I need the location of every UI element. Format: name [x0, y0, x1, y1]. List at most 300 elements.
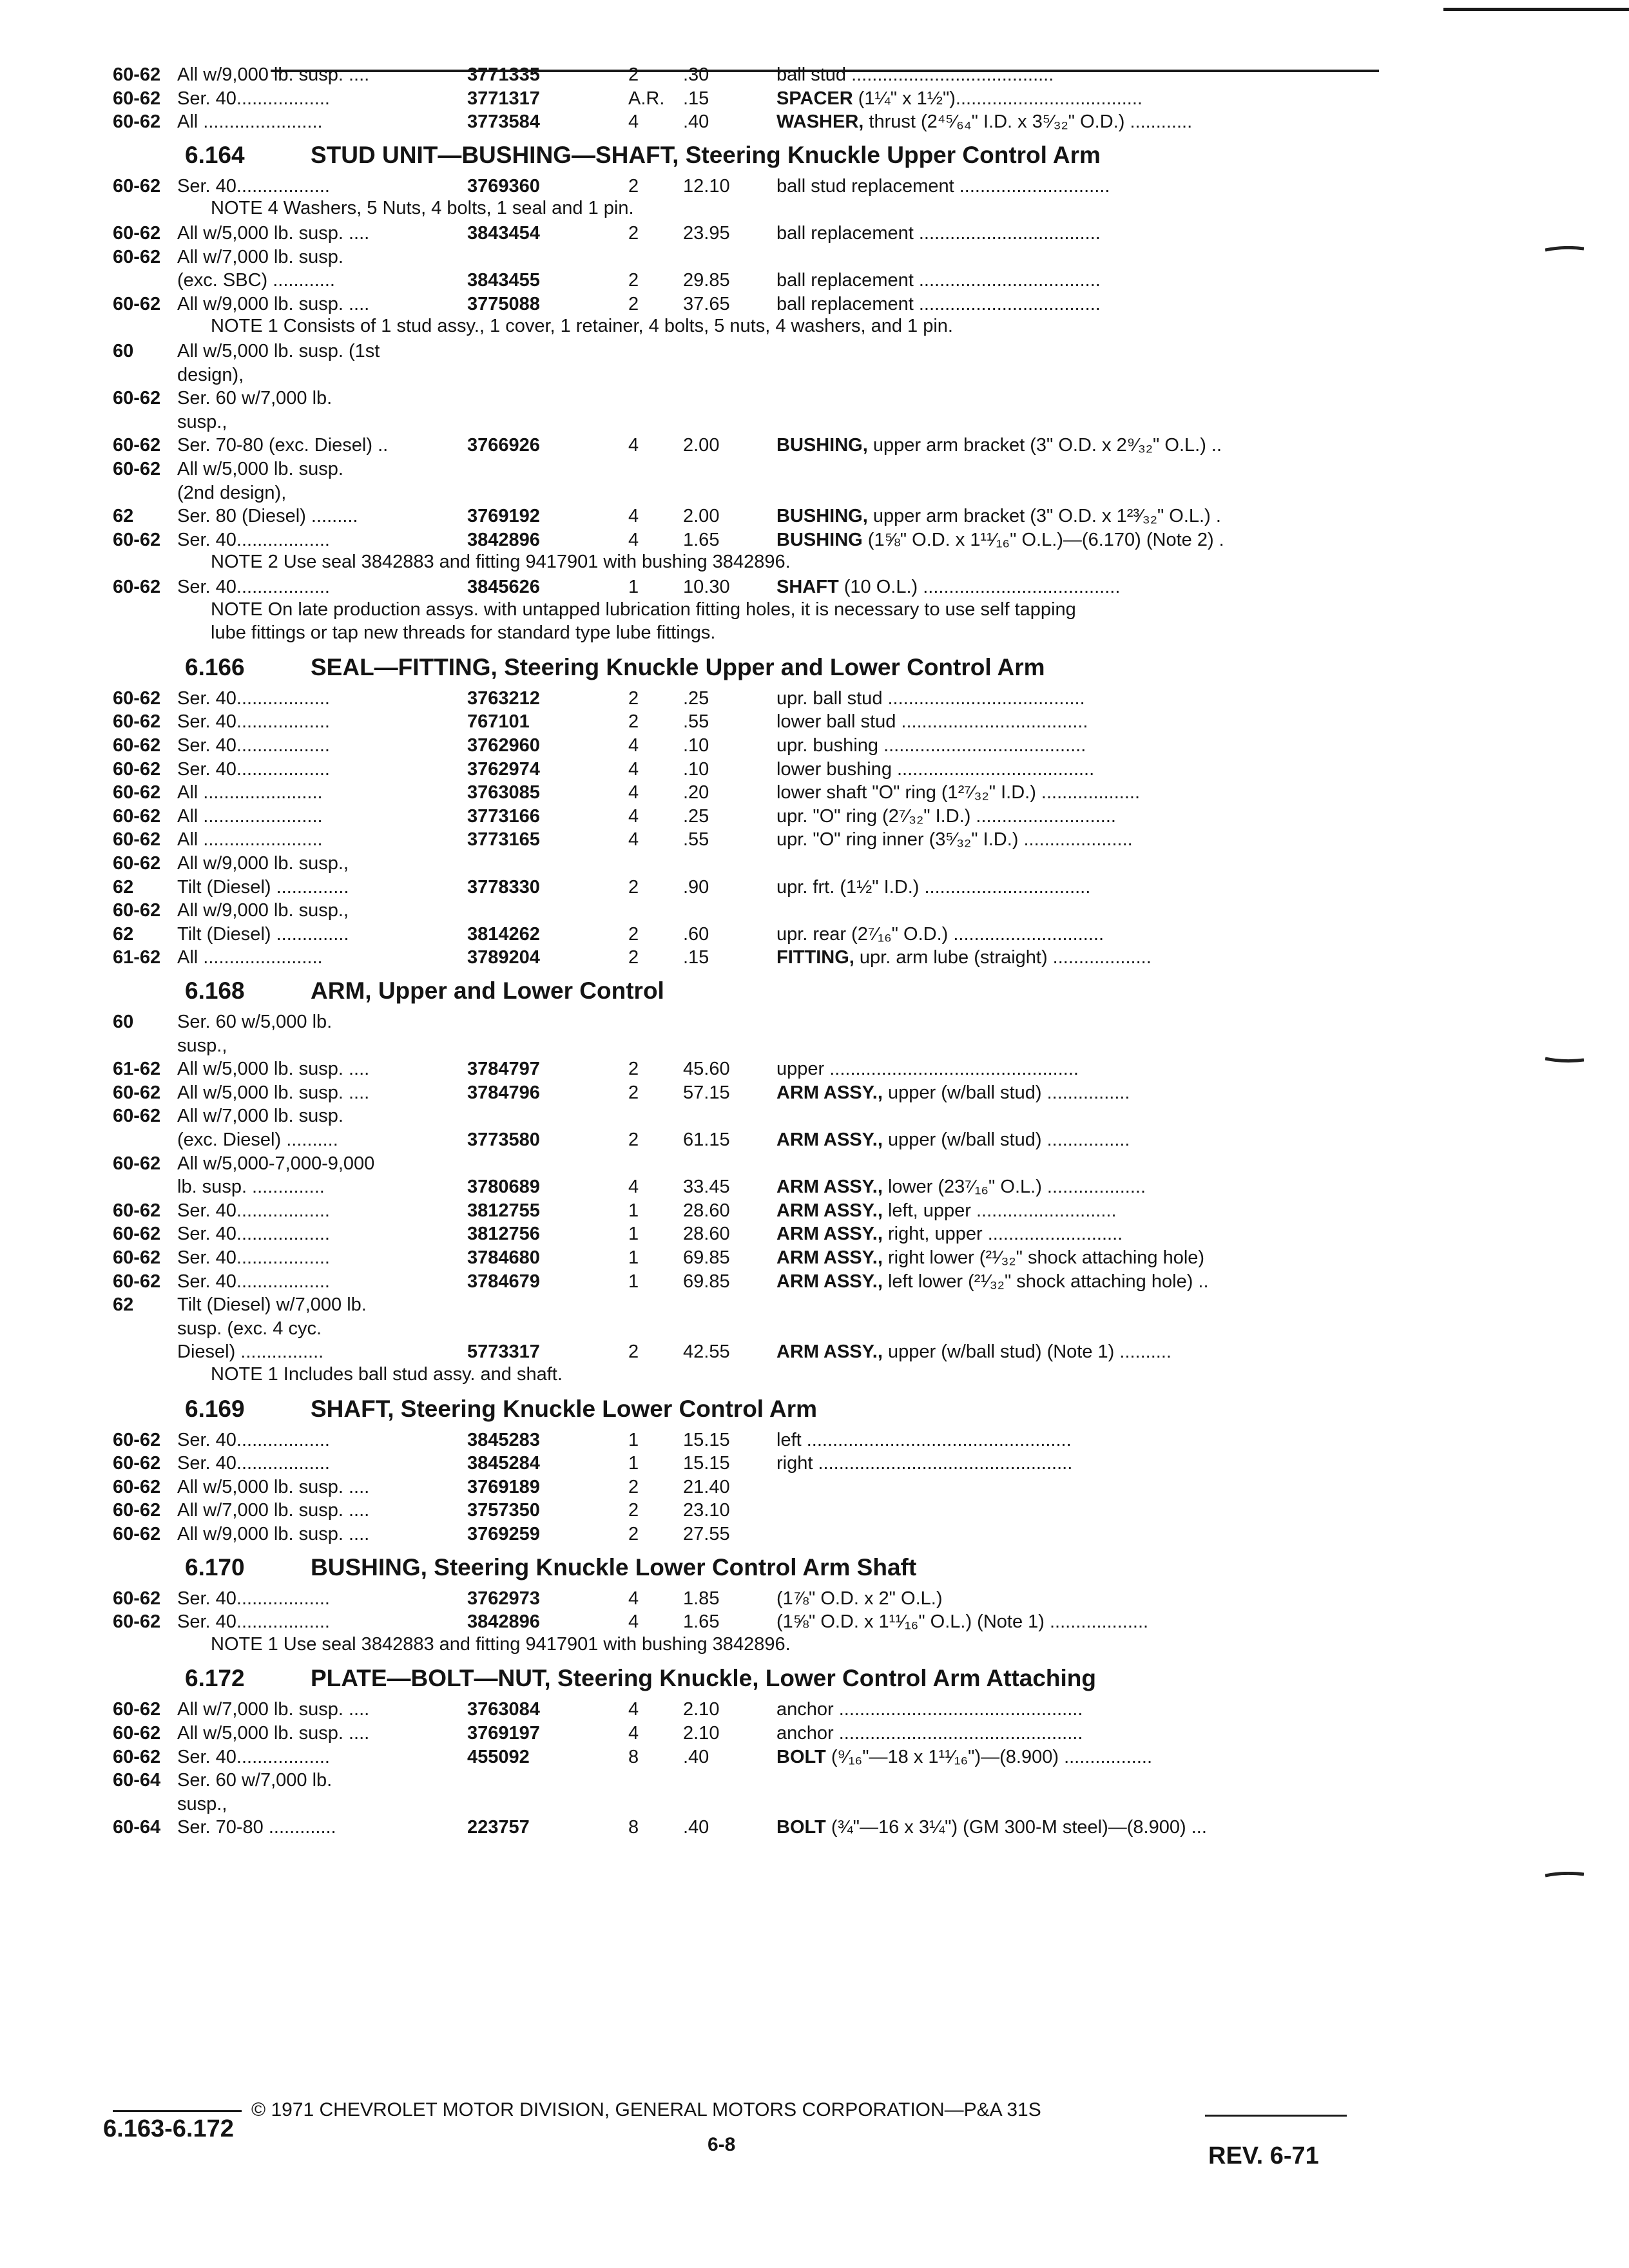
part-row [113, 1610, 1376, 1633]
description [776, 1722, 1083, 1745]
part-row [113, 710, 1376, 733]
description-text: lower (23⁷⁄₁₆" O.L.) ................... [882, 1177, 1146, 1198]
part-row [113, 852, 1376, 875]
description [776, 528, 1224, 552]
application: All w/7,000 lb. susp. [177, 1106, 343, 1127]
price: 27.55 [683, 1524, 730, 1544]
description-text: left lower (²¹⁄₃₂" shock attaching hole) .. [882, 1271, 1209, 1292]
application: susp., [177, 411, 227, 432]
quantity: 2 [628, 687, 639, 709]
quantity: 2 [628, 1500, 639, 1521]
part-number: 3784680 [467, 1247, 540, 1268]
description-text: lower bushing ...................................... [776, 758, 1095, 780]
description [776, 946, 1152, 969]
quantity: 4 [628, 735, 639, 756]
description [776, 1128, 1130, 1151]
application: Diesel) ................ [177, 1341, 324, 1363]
price: 2.10 [683, 1699, 720, 1720]
section-title: PLATE—BOLT—NUT, Steering Knuckle, Lower Control Arm Attaching [311, 1665, 1096, 1692]
footer-copyright: © 1971 CHEVROLET MOTOR DIVISION, GENERAL MOTORS CORPORATION—P&A 31S [251, 2099, 1041, 2120]
description [776, 87, 1142, 110]
description-keyword: ARM ASSY., [776, 1082, 883, 1103]
section-header [185, 1554, 916, 1581]
model-years: 60-62 [113, 529, 161, 550]
part-number: 3773165 [467, 829, 540, 850]
price: 2.00 [683, 506, 720, 527]
application: Ser. 60 w/7,000 lb. [177, 388, 333, 409]
application: (exc. Diesel) .......... [177, 1129, 338, 1150]
application: All w/5,000 lb. susp. .... [177, 1723, 370, 1744]
application: Ser. 40.................. [177, 529, 330, 550]
part-row [113, 1152, 1376, 1175]
description [776, 734, 1086, 757]
description-text: upr. bushing ....................................... [776, 735, 1086, 756]
description-text: ball replacement ................................... [776, 223, 1101, 244]
application: All w/5,000 lb. susp. .... [177, 1059, 370, 1080]
quantity: 4 [628, 506, 639, 527]
application: Ser. 40.................. [177, 1611, 330, 1633]
model-years: 60 [113, 341, 134, 361]
description-keyword: ARM ASSY., [776, 1129, 883, 1150]
application: Ser. 70-80 ............. [177, 1817, 336, 1838]
application: Ser. 40.................. [177, 88, 330, 109]
quantity: 2 [628, 923, 639, 945]
model-years: 60-62 [113, 1200, 161, 1221]
description-keyword: BUSHING, [776, 506, 868, 527]
application: Ser. 40.................. [177, 1247, 330, 1268]
description [776, 923, 1104, 946]
part-row [113, 1034, 1376, 1057]
part-row [113, 899, 1376, 922]
model-years: 60-62 [113, 1453, 161, 1474]
application: susp., [177, 1035, 227, 1056]
description [776, 1745, 1152, 1769]
binding-mark-icon [1545, 246, 1584, 251]
description [776, 1246, 1204, 1269]
part-number: 3784797 [467, 1059, 540, 1080]
section-header [185, 1396, 817, 1423]
note-text: NOTE 1 Use seal 3842883 and fitting 9417901 with bushing 3842896. [211, 1633, 791, 1655]
part-number: 3763212 [467, 687, 540, 709]
section-number: 6.164 [185, 141, 245, 168]
part-row [113, 1792, 1376, 1816]
application: Ser. 40.................. [177, 1588, 330, 1609]
price: 28.60 [683, 1224, 730, 1245]
description-text: upper arm bracket (3" O.D. x 1²³⁄₃₂" O.L.) . [867, 506, 1221, 527]
part-number: 3763084 [467, 1699, 540, 1720]
part-row [113, 387, 1376, 410]
application: Ser. 40.................. [177, 175, 330, 197]
price: .30 [683, 64, 709, 85]
application: Ser. 40.................. [177, 735, 330, 756]
application: Ser. 40.................. [177, 1224, 330, 1245]
part-row [113, 481, 1376, 505]
part-row [113, 687, 1376, 710]
quantity: 4 [628, 1588, 639, 1609]
section-number: 6.166 [185, 653, 245, 680]
description-text: upr. "O" ring inner (3⁵⁄₃₂" I.D.) ..................... [776, 829, 1133, 850]
note-text: NOTE 1 Consists of 1 stud assy., 1 cover, 1 retainer, 4 bolts, 5 nuts, 4 washers, and 1 pin. [211, 316, 953, 337]
application: All ....................... [177, 782, 323, 803]
quantity: 8 [628, 1746, 639, 1767]
description-keyword: ARM ASSY., [776, 1247, 883, 1268]
application: Tilt (Diesel) .............. [177, 923, 349, 945]
model-years: 60-62 [113, 1500, 161, 1521]
part-row [113, 1010, 1376, 1033]
price: 15.15 [683, 1429, 730, 1450]
application: Ser. 40.................. [177, 711, 330, 733]
description [776, 710, 1088, 733]
model-years: 60-62 [113, 1699, 161, 1720]
part-number: 3773580 [467, 1129, 540, 1150]
description [776, 1199, 1117, 1222]
part-row [113, 222, 1376, 245]
application: Ser. 60 w/7,000 lb. [177, 1770, 333, 1791]
price: .60 [683, 923, 709, 945]
price: .90 [683, 876, 709, 898]
binding-mark-icon [1545, 1057, 1584, 1062]
description-text: upper (w/ball stud) ................ [882, 1129, 1130, 1150]
description-keyword: SPACER [776, 88, 853, 109]
description-text: upper ................................................ [776, 1059, 1079, 1080]
part-number: 3769360 [467, 175, 540, 197]
application: All ....................... [177, 829, 323, 850]
part-row [113, 434, 1376, 457]
part-row [113, 758, 1376, 781]
part-row [113, 734, 1376, 757]
model-years: 61-62 [113, 947, 161, 968]
quantity: 2 [628, 876, 639, 898]
quantity: 4 [628, 829, 639, 850]
model-years: 60-62 [113, 435, 161, 456]
description [776, 805, 1116, 828]
description-text: upper arm bracket (3" O.D. x 2⁹⁄₃₂" O.L.) .. [867, 435, 1222, 456]
quantity: 4 [628, 782, 639, 803]
part-row [113, 1428, 1376, 1452]
description [776, 687, 1085, 710]
application: All ....................... [177, 111, 323, 133]
description-keyword: BOLT [776, 1746, 826, 1767]
description [776, 781, 1140, 804]
model-years: 60-62 [113, 88, 161, 109]
part-row [113, 87, 1376, 110]
application: Ser. 40.................. [177, 1746, 330, 1767]
part-row [113, 923, 1376, 946]
part-number: 455092 [467, 1746, 530, 1767]
model-years: 60-62 [113, 223, 161, 244]
model-years: 60-62 [113, 1524, 161, 1544]
section-header [185, 654, 1045, 681]
application: All w/5,000 lb. susp. (1st [177, 341, 380, 361]
model-years: 62 [113, 1294, 134, 1316]
part-number: 3773584 [467, 111, 540, 133]
model-years: 60-62 [113, 1723, 161, 1744]
part-row [113, 575, 1376, 599]
description-text: (1⅝" O.D. x 1¹¹⁄₁₆" O.L.)—(6.170) (Note 2) . [862, 529, 1224, 550]
price: 15.15 [683, 1453, 730, 1474]
quantity: 8 [628, 1817, 639, 1838]
description [776, 293, 1101, 316]
part-number: 3763085 [467, 782, 540, 803]
application: Ser. 40.................. [177, 1453, 330, 1474]
quantity: 4 [628, 758, 639, 780]
part-number: 3769259 [467, 1524, 540, 1544]
part-row [113, 781, 1376, 804]
price: .40 [683, 1746, 709, 1767]
quantity: 1 [628, 1200, 639, 1221]
model-years: 60-62 [113, 805, 161, 827]
quantity: 4 [628, 111, 639, 133]
note-text: NOTE 1 Includes ball stud assy. and shaft. [211, 1364, 563, 1385]
description-text: ball stud replacement ............................. [776, 175, 1110, 197]
price: .20 [683, 782, 709, 803]
description-text: right, upper .......................... [882, 1224, 1123, 1245]
part-row [113, 805, 1376, 828]
section-header [185, 142, 1101, 169]
model-years: 60 [113, 1012, 134, 1032]
description-text: upr. frt. (1½" I.D.) ................................ [776, 876, 1091, 898]
application: (2nd design), [177, 482, 287, 503]
part-row [113, 946, 1376, 969]
description [776, 505, 1221, 528]
note-text: NOTE 2 Use seal 3842883 and fitting 9417901 with bushing 3842896. [211, 552, 791, 573]
description-text: upr. "O" ring (2⁷⁄₃₂" I.D.) ........................... [776, 805, 1116, 827]
part-row [113, 1499, 1376, 1522]
part-number: 3812755 [467, 1200, 540, 1221]
part-number: 3762973 [467, 1588, 540, 1609]
quantity: 2 [628, 1129, 639, 1150]
price: .10 [683, 758, 709, 780]
description-text: thrust (2⁴⁵⁄₆₄" I.D. x 3⁵⁄₃₂" O.D.) ............ [863, 111, 1193, 133]
description-text: lower ball stud .................................... [776, 711, 1088, 733]
part-number: 223757 [467, 1817, 530, 1838]
application: All ....................... [177, 947, 323, 968]
quantity: 2 [628, 270, 639, 291]
model-years: 62 [113, 923, 134, 945]
description-keyword: ARM ASSY., [776, 1224, 883, 1245]
application: All w/5,000 lb. susp. .... [177, 1082, 370, 1103]
part-number: 3775088 [467, 293, 540, 314]
application: All w/9,000 lb. susp., [177, 900, 349, 921]
application: All w/5,000 lb. susp. [177, 459, 343, 479]
price: 23.95 [683, 223, 730, 244]
section-title: SHAFT, Steering Knuckle Lower Control Arm [311, 1395, 817, 1422]
quantity: 2 [628, 175, 639, 197]
application: Ser. 40.................. [177, 1429, 330, 1450]
application: All w/9,000 lb. susp. .... [177, 64, 370, 85]
description [776, 758, 1094, 781]
model-years: 60-62 [113, 1476, 161, 1497]
part-row [113, 1246, 1376, 1269]
part-number: 3769189 [467, 1476, 540, 1497]
price: 12.10 [683, 175, 730, 197]
description-text: upper (w/ball stud) ................ [882, 1082, 1130, 1103]
price: 29.85 [683, 270, 730, 291]
section-number: 6.170 [185, 1553, 245, 1581]
description-text: ball replacement ................................... [776, 293, 1101, 314]
description [776, 175, 1110, 198]
model-years: 60-62 [113, 758, 161, 780]
model-years: 60-62 [113, 1271, 161, 1292]
quantity: 1 [628, 1247, 639, 1268]
application: Ser. 40.................. [177, 687, 330, 709]
application: All ....................... [177, 805, 323, 827]
application: All w/7,000 lb. susp. .... [177, 1500, 370, 1521]
part-number: 3842896 [467, 529, 540, 550]
footer-rule-right [1205, 2115, 1347, 2117]
part-number: 3843454 [467, 223, 540, 244]
model-years: 60-62 [113, 1224, 161, 1245]
model-years: 60-62 [113, 853, 161, 874]
footer-revision: REV. 6-71 [1208, 2142, 1319, 2169]
description [776, 1428, 1072, 1452]
quantity: 2 [628, 711, 639, 733]
description-text: anchor ............................................... [776, 1723, 1083, 1744]
part-row [113, 828, 1376, 851]
part-row [113, 1745, 1376, 1769]
part-number: 3842896 [467, 1611, 540, 1633]
model-years: 60-62 [113, 829, 161, 850]
section-title: BUSHING, Steering Knuckle Lower Control Arm Shaft [311, 1553, 917, 1581]
price: .15 [683, 947, 709, 968]
price: 10.30 [683, 577, 730, 597]
section-number: 6.168 [185, 977, 245, 1004]
price: .40 [683, 111, 709, 133]
quantity: 1 [628, 1224, 639, 1245]
application: All w/7,000 lb. susp. [177, 246, 343, 267]
quantity: 4 [628, 805, 639, 827]
application: (exc. SBC) ............ [177, 270, 335, 291]
part-row [113, 1128, 1376, 1151]
price: .25 [683, 805, 709, 827]
part-row [113, 1222, 1376, 1245]
model-years: 60-62 [113, 64, 161, 85]
part-row [113, 528, 1376, 552]
part-number: 3762974 [467, 758, 540, 780]
price: 1.65 [683, 1611, 720, 1633]
model-years: 60-62 [113, 711, 161, 733]
part-number: 3843455 [467, 270, 540, 291]
model-years: 60-62 [113, 175, 161, 197]
price: 69.85 [683, 1271, 730, 1292]
price: 42.55 [683, 1341, 730, 1363]
part-number: 5773317 [467, 1341, 540, 1363]
note-text: lube fittings or tap new threads for standard type lube fittings. [211, 622, 716, 644]
description [776, 110, 1192, 133]
quantity: 2 [628, 1059, 639, 1080]
model-years: 60-62 [113, 1429, 161, 1450]
description-text: (1¼" x 1½").................................... [853, 88, 1142, 109]
quantity: 2 [628, 1476, 639, 1497]
model-years: 60-62 [113, 900, 161, 921]
section-header [185, 977, 664, 1004]
part-number: 3757350 [467, 1500, 540, 1521]
part-number: 3778330 [467, 876, 540, 898]
description [776, 1222, 1123, 1245]
model-years: 60-62 [113, 735, 161, 756]
description [776, 876, 1090, 899]
part-number: 3845626 [467, 577, 540, 597]
description-keyword: SHAFT [776, 577, 839, 597]
part-row [113, 175, 1376, 198]
quantity: 2 [628, 1341, 639, 1363]
application: All w/7,000 lb. susp. .... [177, 1699, 370, 1720]
footer-page-number: 6-8 [708, 2134, 736, 2155]
quantity: 1 [628, 577, 639, 597]
quantity: 4 [628, 1177, 639, 1198]
quantity: A.R. [628, 88, 665, 109]
model-years: 60-62 [113, 1106, 161, 1127]
part-number: 3771317 [467, 88, 540, 109]
application: susp., [177, 1793, 227, 1814]
price: 2.10 [683, 1723, 720, 1744]
price: 23.10 [683, 1500, 730, 1521]
description-text: (10 O.L.) ...................................... [838, 577, 1121, 597]
quantity: 2 [628, 293, 639, 314]
section-number: 6.169 [185, 1395, 245, 1422]
part-row [113, 1199, 1376, 1222]
quantity: 4 [628, 1611, 639, 1633]
section-number: 6.172 [185, 1665, 245, 1692]
application: susp. (exc. 4 cyc. [177, 1318, 322, 1339]
part-row [113, 1587, 1376, 1610]
quantity: 1 [628, 1429, 639, 1450]
part-row [113, 1270, 1376, 1293]
section-title: ARM, Upper and Lower Control [311, 977, 664, 1004]
price: .25 [683, 687, 709, 709]
application: Ser. 40.................. [177, 1200, 330, 1221]
model-years: 60-62 [113, 459, 161, 479]
binding-mark-icon [1545, 1872, 1584, 1877]
description [776, 1816, 1207, 1839]
description [776, 1698, 1083, 1721]
quantity: 2 [628, 223, 639, 244]
application: All w/9,000 lb. susp., [177, 853, 349, 874]
model-years: 62 [113, 876, 134, 898]
quantity: 1 [628, 1453, 639, 1474]
model-years: 60-62 [113, 1082, 161, 1103]
price: .55 [683, 829, 709, 850]
description-text: ball stud ....................................... [776, 64, 1054, 85]
model-years: 60-62 [113, 687, 161, 709]
price: 57.15 [683, 1082, 730, 1103]
description-text: upper (w/ball stud) (Note 1) .......... [882, 1341, 1171, 1363]
price: 2.00 [683, 435, 720, 456]
part-number: 3814262 [467, 923, 540, 945]
part-row [113, 1317, 1376, 1340]
description [776, 1175, 1146, 1198]
application: Tilt (Diesel) w/7,000 lb. [177, 1294, 367, 1316]
model-years: 62 [113, 506, 134, 527]
part-row [113, 245, 1376, 269]
description-keyword: ARM ASSY., [776, 1341, 883, 1363]
part-number: 3773166 [467, 805, 540, 827]
model-years: 60-62 [113, 1746, 161, 1767]
application: Ser. 40.................. [177, 758, 330, 780]
application: All w/5,000 lb. susp. .... [177, 223, 370, 244]
top-rule [1443, 8, 1629, 11]
part-row [113, 1698, 1376, 1721]
description-text: ball replacement ................................... [776, 270, 1101, 291]
price: .10 [683, 735, 709, 756]
description-keyword: FITTING, [776, 947, 854, 968]
part-number: 3845283 [467, 1429, 540, 1450]
part-row [113, 1293, 1376, 1316]
quantity: 1 [628, 1271, 639, 1292]
description [776, 1340, 1171, 1363]
price: 61.15 [683, 1129, 730, 1150]
description-text: upr. rear (2⁷⁄₁₆" O.D.) ............................. [776, 923, 1104, 945]
